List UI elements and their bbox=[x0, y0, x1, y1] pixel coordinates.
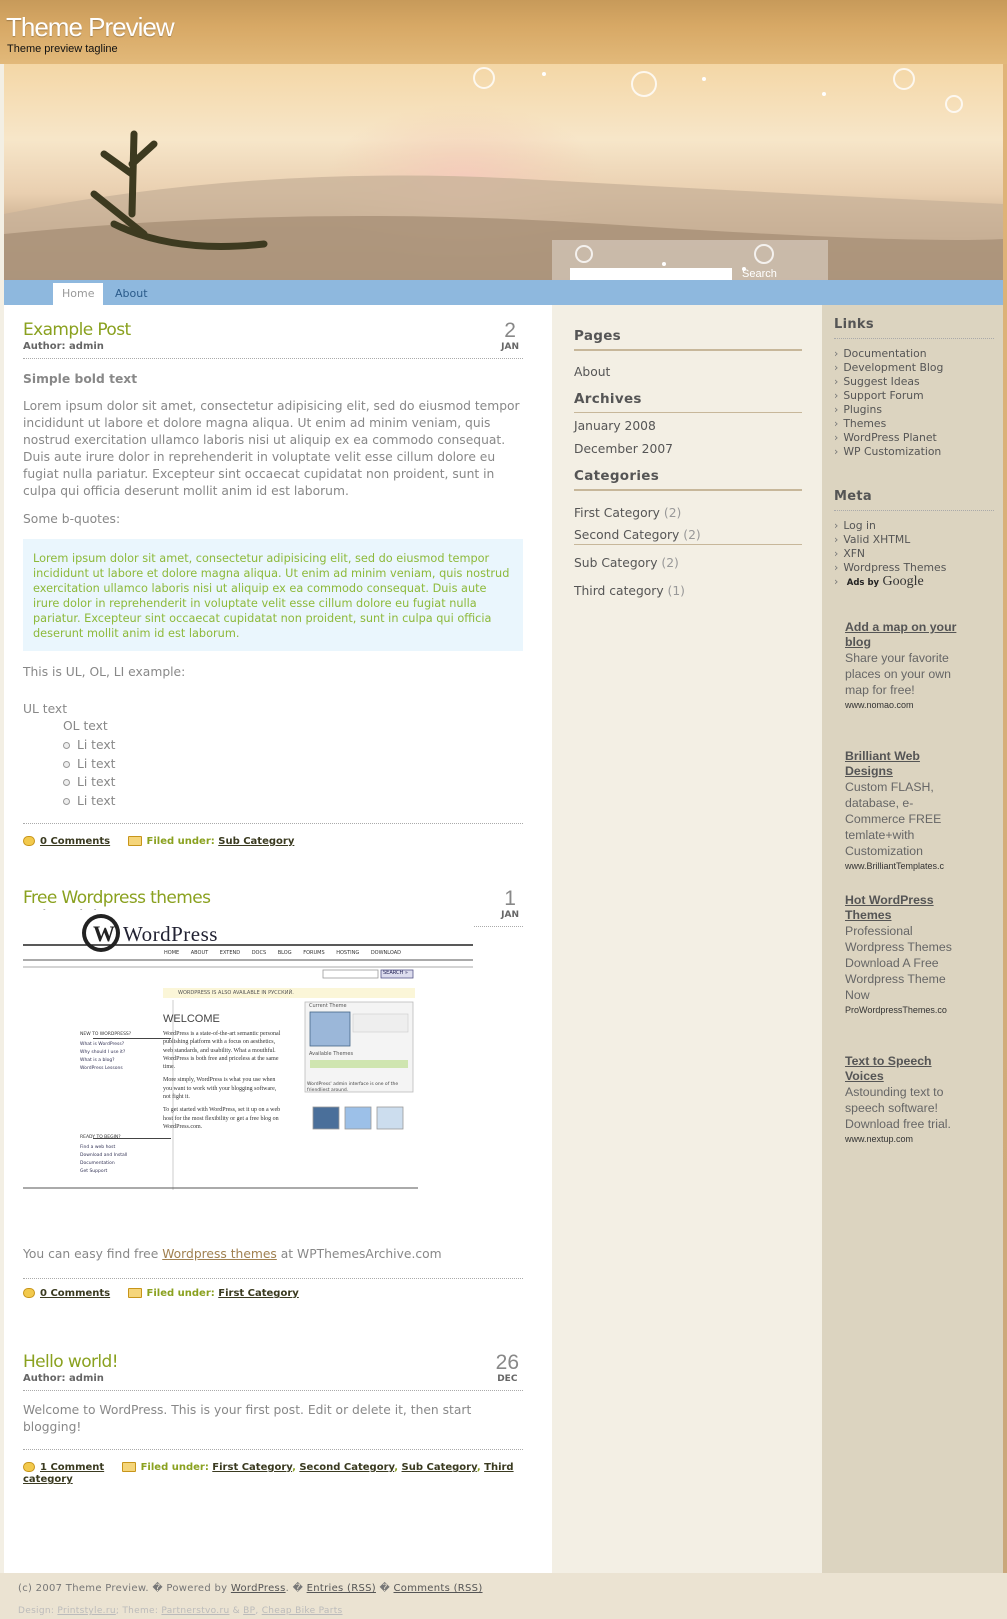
date-day: 1 bbox=[504, 887, 516, 910]
footer-comments-rss-link[interactable]: Comments (RSS) bbox=[393, 1583, 483, 1594]
screenshot-welcome: WELCOME bbox=[163, 1013, 220, 1025]
li-label: Li text bbox=[77, 738, 116, 752]
blockquote: Lorem ipsum dolor sit amet, consectetur adipisicing elit, sed do eiusmod tempor incididunt ut labore et dolore magna aliqua. Ut enim ad minim veniam, quis nostrud exercitation ullamco laboris nisi ut aliquip ex ea commodo consequat. Duis aute irure dolor in reprehenderit in voluptate velit esse cillum dolore eu fugiat nulla pariatur. Excepteur sint occaecat cupidatat non proident, sunt in culpa qui officia deserunt mollit anim id est laborum. bbox=[23, 539, 523, 651]
post-paragraph: Welcome to WordPress. This is your first post. Edit or delete it, then start blogging! bbox=[23, 1403, 472, 1434]
filed-label: Filed under: bbox=[146, 836, 215, 847]
date-day: 2 bbox=[504, 319, 516, 342]
archives-heading: Archives bbox=[574, 391, 802, 413]
screenshot-left-link: Documentation bbox=[80, 1161, 115, 1166]
footer-bike-link[interactable]: Cheap Bike Parts bbox=[261, 1606, 343, 1616]
post-divider bbox=[23, 1278, 523, 1279]
post-meta bbox=[23, 836, 523, 847]
ad-text: Share your favorite places on your own map for free! bbox=[845, 651, 951, 697]
screenshot-left-link: Why should I use it? bbox=[80, 1050, 126, 1055]
screenshot-search-button: SEARCH » bbox=[383, 970, 408, 976]
category-name[interactable]: Third category bbox=[574, 584, 664, 598]
post-divider bbox=[23, 358, 523, 359]
ad-text: Astounding text to speech software! Download free trial. bbox=[845, 1085, 951, 1131]
post-meta bbox=[23, 1288, 523, 1299]
comments-link[interactable]: 1 Comment bbox=[40, 1462, 105, 1473]
archive-link[interactable]: January 2008 bbox=[574, 419, 656, 433]
folder-icon bbox=[128, 1288, 142, 1298]
post-title[interactable]: Free Wordpress themes bbox=[23, 888, 211, 908]
post-divider bbox=[23, 1449, 523, 1450]
wordpress-logo-text: WordPress bbox=[123, 922, 218, 946]
post-title[interactable]: Example Post bbox=[23, 320, 131, 340]
screenshot-menu bbox=[164, 950, 401, 956]
screenshot-left-heading: READY TO BEGIN? bbox=[80, 1135, 121, 1140]
screenshot-left-link: What is a blog? bbox=[80, 1058, 115, 1063]
screenshot-left-link: Find a web host bbox=[80, 1145, 116, 1150]
list-item bbox=[63, 792, 523, 811]
blogroll-link[interactable]: › WP Customization bbox=[834, 445, 941, 459]
category-link[interactable]: Sub Category bbox=[218, 836, 295, 847]
screenshot-menu-item: HOSTING bbox=[336, 950, 360, 956]
screenshot-left-link: Get Support bbox=[80, 1169, 108, 1174]
sidebar-right bbox=[822, 305, 1007, 1573]
screenshot-notice: WORDPRESS IS ALSO AVAILABLE IN РУССКИЙ. bbox=[178, 990, 294, 996]
footer-copyright: (c) 2007 Theme Preview. � Powered by WordPress. � Entries (RSS) � Comments (RSS) bbox=[18, 1583, 483, 1594]
bold-text: Simple bold text bbox=[23, 372, 138, 386]
post-title[interactable]: Hello world! bbox=[23, 1352, 118, 1372]
ad-title[interactable]: Hot WordPress Themes bbox=[845, 893, 934, 922]
tab-home[interactable]: Home bbox=[53, 283, 103, 305]
footer-theme-label: Theme: bbox=[122, 1606, 159, 1616]
links-heading: Links bbox=[834, 317, 994, 339]
screenshot-left-link: Download and Install bbox=[80, 1153, 128, 1158]
date-month: JAN bbox=[501, 342, 519, 352]
ad-unit[interactable] bbox=[845, 1054, 967, 1146]
filed-label: Filed under: bbox=[140, 1462, 209, 1473]
category-count: (1) bbox=[667, 584, 685, 598]
category-item[interactable] bbox=[574, 556, 679, 570]
search-button[interactable]: Search bbox=[742, 266, 792, 280]
post-meta: 1 Comment Filed under: First Category, Second Category, Sub Category, Third category bbox=[23, 1462, 514, 1485]
category-count: (2) bbox=[661, 556, 679, 570]
li-label: Li text bbox=[77, 756, 116, 771]
screenshot-paragraph: To get started with WordPress, set it up on a web host for the most flexibility or get a free blog on WordPress.com. bbox=[163, 1107, 281, 1130]
page-edge bbox=[1003, 64, 1007, 1573]
filed-label: Filed under: bbox=[146, 1288, 215, 1299]
bullet-icon bbox=[63, 761, 70, 768]
ul-text: UL text bbox=[23, 702, 68, 716]
screenshot-left-menu bbox=[80, 1032, 160, 1176]
footer-separator: � bbox=[292, 1583, 304, 1594]
li-label: Li text bbox=[77, 775, 116, 789]
screenshot-left-link: WordPress Lessons bbox=[80, 1066, 123, 1071]
footer-theme-link[interactable]: Partnerstvo.ru bbox=[161, 1606, 230, 1616]
footer-credits: Design: Printstyle.ru; Theme: Partnerstvo.ru & BP, Cheap Bike Parts bbox=[18, 1606, 343, 1616]
post-date bbox=[501, 320, 519, 352]
category-name[interactable]: Sub Category bbox=[574, 556, 658, 570]
category-count: (2) bbox=[683, 528, 701, 542]
sidebar-item-about[interactable]: About bbox=[574, 365, 611, 379]
ad-unit[interactable] bbox=[845, 749, 967, 873]
list-item bbox=[63, 755, 523, 774]
li-list bbox=[63, 736, 523, 810]
category-link[interactable]: First Category bbox=[218, 1288, 299, 1299]
post-paragraph: Lorem ipsum dolor sit amet, consectetur adipisicing elit, sed do eiusmod tempor incididunt ut labore et dolore magna aliqua. Ut enim ad minim veniam, quis nostrud exercitation ullamco laboris nisi ut aliquip ex ea commodo consequat. Duis aute irure dolor in reprehenderit in voluptate velit esse cillum dolore eu fugiat nulla pariatur. Excepteur sint occaecat cupidatat non proident, sunt in culpa qui officia deserunt mollit anim id est laborum. bbox=[23, 399, 520, 498]
ad-title[interactable]: Text to Speech Voices bbox=[845, 1054, 932, 1083]
author-name: admin bbox=[69, 1373, 104, 1384]
header-banner bbox=[4, 64, 1003, 280]
archive-link[interactable]: December 2007 bbox=[574, 442, 673, 456]
ad-text: Custom FLASH, database, e-Commerce FREE temlate+with Customization bbox=[845, 780, 942, 858]
meta-login-link[interactable]: › Log in bbox=[834, 519, 876, 533]
site-header bbox=[0, 0, 1007, 64]
post-body bbox=[23, 1246, 523, 1263]
blogroll-link[interactable]: › WordPress Planet bbox=[834, 431, 937, 445]
sidebar-middle bbox=[552, 305, 822, 1573]
ad-text: Professional Wordpress Themes Download A Free Wordpress Theme Now bbox=[845, 924, 952, 1002]
folder-icon bbox=[122, 1462, 136, 1472]
blogroll-link[interactable]: › Themes bbox=[834, 417, 886, 431]
pages-heading: Pages bbox=[574, 328, 802, 351]
ad-title[interactable]: Add a map on your blog bbox=[845, 620, 957, 649]
footer-powered-label: Powered by bbox=[166, 1583, 228, 1594]
tab-about[interactable]: About bbox=[115, 287, 148, 300]
screenshot-left-link: What is WordPress? bbox=[80, 1042, 125, 1047]
site-footer bbox=[0, 1573, 1007, 1619]
screenshot-left-heading: NEW TO WORDPRESS? bbox=[80, 1032, 132, 1037]
wordpress-screenshot bbox=[23, 910, 473, 1190]
bullet-icon bbox=[63, 742, 70, 749]
footer-copy-text: (c) 2007 Theme Preview. bbox=[18, 1583, 149, 1594]
banner-illustration bbox=[4, 64, 1003, 280]
ad-url[interactable]: www.BrilliantTemplates.c bbox=[845, 861, 945, 871]
post-text-before: You can easy find free bbox=[23, 1247, 159, 1261]
screenshot-caption: WordPress' admin interface is one of the friendliest around. bbox=[307, 1082, 399, 1093]
footer-design-label: Design: bbox=[18, 1606, 55, 1616]
ad-url[interactable]: ProWordpressThemes.co bbox=[845, 1005, 947, 1015]
blogroll-link[interactable]: › Support Forum bbox=[834, 389, 924, 403]
main-nav bbox=[4, 280, 1003, 305]
site-tagline: Theme preview tagline bbox=[7, 43, 118, 55]
footer-design-link[interactable]: Printstyle.ru bbox=[57, 1606, 116, 1616]
screenshot-menu-item: FORUMS bbox=[303, 950, 325, 956]
screenshot-current-theme: Current Theme bbox=[309, 1003, 347, 1009]
categories-heading: Categories bbox=[574, 468, 802, 491]
blogroll-link[interactable]: › Development Blog bbox=[834, 361, 943, 375]
ads-by-label: Ads by bbox=[846, 578, 880, 588]
post-text-after: at WPThemesArchive.com bbox=[280, 1247, 442, 1261]
category-link[interactable]: Second Category bbox=[299, 1462, 395, 1473]
ad-url[interactable]: www.nextup.com bbox=[845, 1134, 914, 1144]
post bbox=[23, 1352, 523, 1486]
svg-text:W: W bbox=[93, 921, 115, 946]
list-intro: This is UL, OL, LI example: bbox=[23, 665, 186, 679]
date-day: 26 bbox=[495, 1351, 519, 1374]
meta-xhtml-link[interactable]: › Valid XHTML bbox=[834, 533, 910, 547]
footer-separator: � bbox=[152, 1583, 163, 1594]
author-label: Author: bbox=[23, 1373, 66, 1384]
ad-unit[interactable] bbox=[845, 620, 967, 712]
screenshot-available-themes: Available Themes bbox=[309, 1051, 354, 1057]
meta-themes-link[interactable]: › Wordpress Themes bbox=[834, 561, 946, 575]
screenshot-menu-item: DOWNLOAD bbox=[370, 950, 402, 956]
ad-title[interactable]: Brilliant Web Designs bbox=[845, 749, 920, 778]
footer-entries-rss-link[interactable]: Entries (RSS) bbox=[306, 1583, 376, 1594]
bquote-intro: Some b-quotes: bbox=[23, 512, 121, 526]
post-author bbox=[23, 341, 523, 352]
comment-icon bbox=[23, 1288, 35, 1298]
post-date bbox=[496, 1352, 519, 1384]
date-month: JAN bbox=[501, 910, 519, 920]
post-author bbox=[23, 1373, 523, 1384]
li-label: Li text bbox=[77, 793, 116, 808]
category-name[interactable]: First Category bbox=[574, 506, 660, 520]
search-input[interactable] bbox=[570, 268, 732, 280]
screenshot-menu-item: EXTEND bbox=[219, 950, 241, 956]
footer-amp: & bbox=[232, 1606, 240, 1616]
list-item bbox=[63, 736, 523, 755]
post bbox=[23, 887, 523, 1299]
comments-link[interactable]: 0 Comments bbox=[40, 1288, 111, 1299]
footer-separator: � bbox=[379, 1583, 391, 1594]
ad-unit[interactable] bbox=[845, 893, 967, 1017]
category-item[interactable] bbox=[574, 584, 685, 598]
post-divider bbox=[23, 823, 523, 824]
screenshot-paragraph: WordPress is a state-of-the-art semantic personal publishing platform with a focus on aesthetics, web standards, and usability. What a mouthful. WordPress is both free and priceless at the same time. bbox=[163, 1031, 281, 1071]
screenshot-menu-item: BLOG bbox=[277, 950, 292, 956]
screenshot-menu-item: ABOUT bbox=[190, 950, 209, 956]
ol-text: OL text bbox=[63, 719, 108, 733]
post bbox=[23, 320, 523, 847]
post-date bbox=[501, 888, 519, 920]
author-label: Author: bbox=[23, 341, 66, 352]
category-item[interactable] bbox=[574, 506, 681, 520]
category-link[interactable]: Third category bbox=[23, 1462, 514, 1485]
bullet-icon bbox=[63, 798, 70, 805]
comment-icon bbox=[23, 836, 35, 846]
footer-wordpress-link[interactable]: WordPress bbox=[230, 1583, 286, 1594]
author-name: admin bbox=[69, 341, 104, 352]
category-count: (2) bbox=[663, 506, 682, 520]
category-item[interactable] bbox=[574, 528, 802, 545]
comments-link[interactable]: 0 Comments bbox=[40, 836, 111, 847]
search-box bbox=[552, 240, 828, 280]
meta-heading: Meta bbox=[834, 489, 994, 511]
meta-xfn-link[interactable]: › XFN bbox=[834, 547, 865, 561]
blogroll-link[interactable]: › Suggest Ideas bbox=[834, 375, 920, 389]
bullet-icon bbox=[63, 779, 70, 786]
ad-url[interactable]: www.nomao.com bbox=[845, 700, 914, 710]
comment-icon bbox=[23, 1462, 35, 1472]
google-logo: Google bbox=[882, 574, 924, 589]
folder-icon bbox=[128, 836, 142, 846]
screenshot-body bbox=[163, 1030, 285, 1131]
footer-bp-link[interactable]: BP bbox=[243, 1606, 256, 1616]
blogroll-link[interactable]: › Documentation bbox=[834, 347, 927, 361]
date-month: DEC bbox=[497, 1374, 518, 1384]
wordpress-themes-link[interactable]: Wordpress themes bbox=[162, 1247, 277, 1261]
screenshot-menu-item: DOCS bbox=[251, 950, 267, 956]
category-name[interactable]: Second Category bbox=[574, 528, 680, 542]
blogroll-link[interactable]: › Plugins bbox=[834, 403, 882, 417]
list-item bbox=[63, 773, 523, 792]
category-link[interactable]: Sub Category bbox=[401, 1462, 477, 1473]
post-body bbox=[23, 371, 523, 810]
site-title[interactable]: Theme Preview bbox=[6, 12, 174, 42]
screenshot-menu-item: HOME bbox=[164, 950, 180, 956]
content-area bbox=[4, 305, 552, 1573]
category-link[interactable]: First Category bbox=[212, 1462, 293, 1473]
screenshot-paragraph: More simply, WordPress is what you use when you want to work with your blogging software, not fight it. bbox=[163, 1077, 277, 1101]
ads-by-google[interactable] bbox=[834, 575, 924, 590]
post-divider bbox=[23, 1390, 523, 1391]
